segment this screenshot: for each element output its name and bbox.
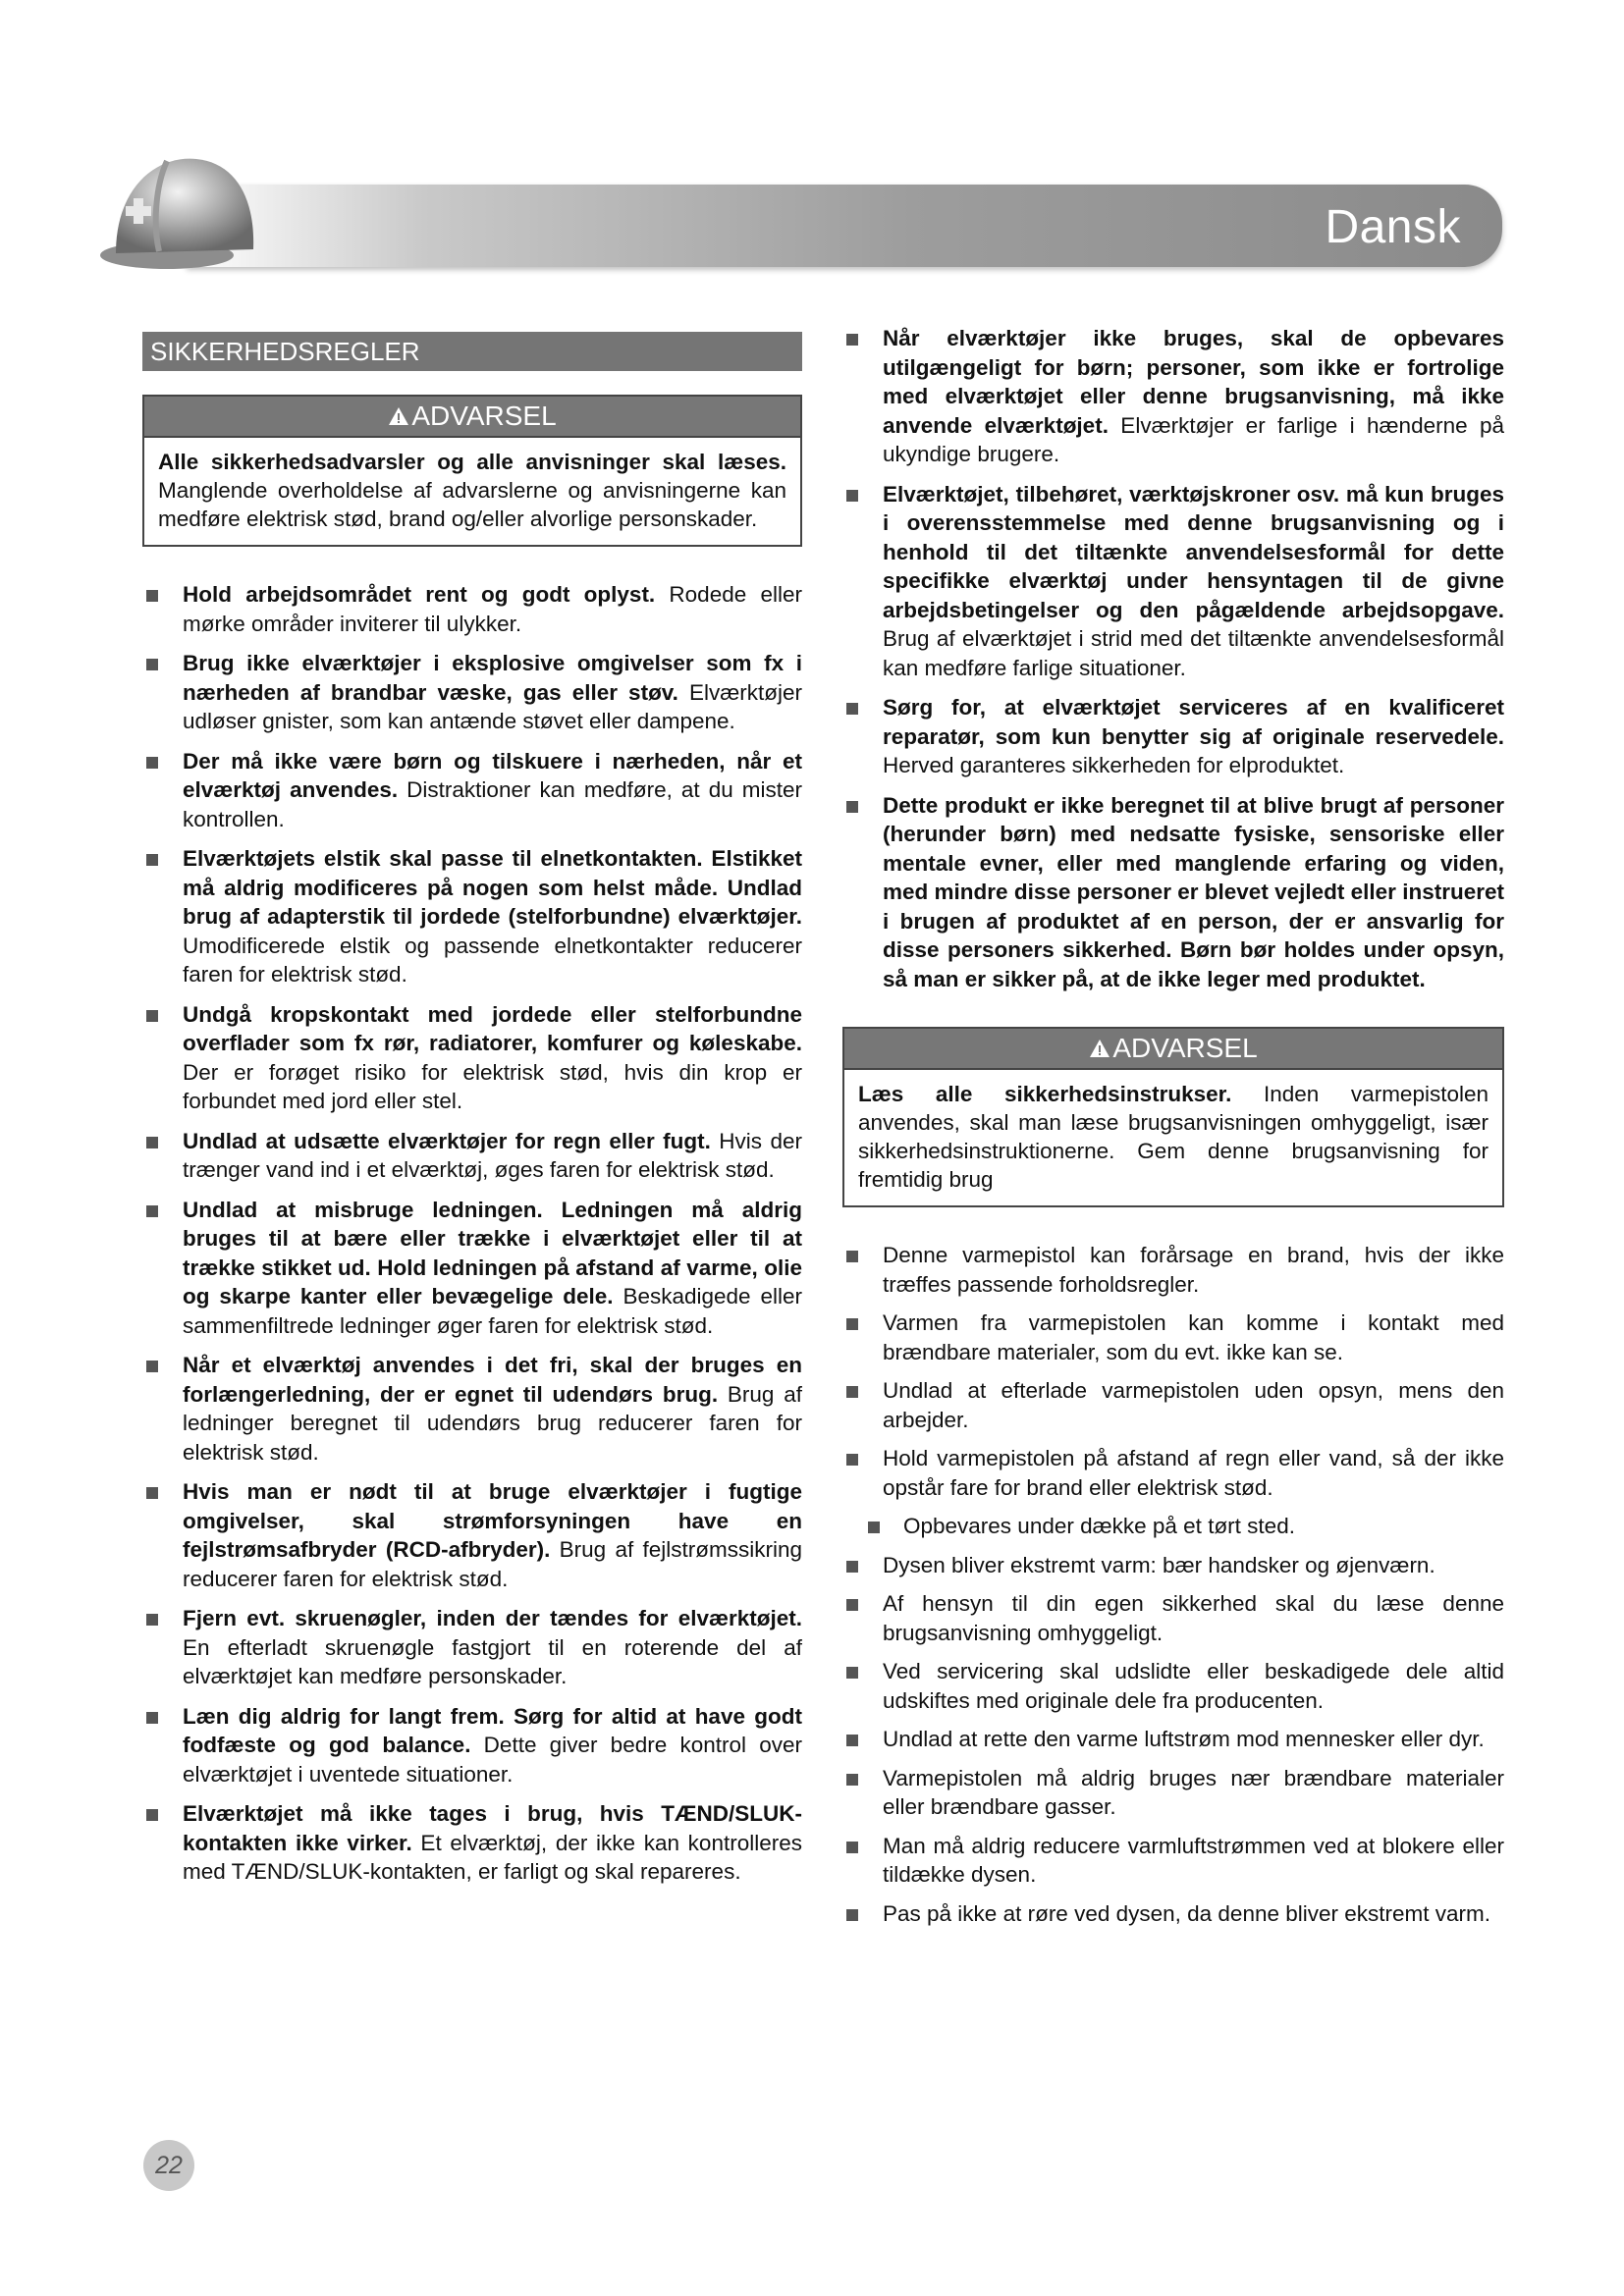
- rule-bold: Elværktøjet må ikke tages i brug, hvis TÆND/SLUK-kontakten ikke virker.: [183, 1801, 802, 1855]
- rule-bold: Elværktøjets elstik skal passe til elnetkontakten. Elstikket må aldrig modificeres på nogen som helst måde. Undlad brug af adapterstik til jordede (stelforbundne) elværktøjer.: [183, 846, 802, 929]
- warning-header: [144, 397, 800, 438]
- rule-text: Brug af ledninger beregnet til udendørs brug reducerer faren for elektrisk stød.: [183, 1381, 802, 1465]
- warning-bold: Alle sikkerhedsadvarsler og alle anvisninger skal læses.: [158, 450, 786, 474]
- rule-bold: Undlad at misbruge ledningen. Ledningen må aldrig bruges til at bære eller trække i elværktøjet eller til at trække stikket ud. Hold ledningen på afstand af varme, olie og skarpe kanter eller bevægelige dele.: [183, 1197, 802, 1308]
- bullet-icon: [146, 1137, 158, 1148]
- left-rules-list: [142, 580, 802, 1887]
- warning-box: [142, 395, 802, 547]
- page-header: [98, 147, 1502, 270]
- bullet-icon: [846, 1561, 858, 1573]
- rule-bold: Når elværktøjer ikke bruges, skal de opbevares utilgængeligt for børn; personer, som ikke er fortrolige med elværktøjet eller denne brugsanvisning, må ikke anvende elværktøjet.: [883, 326, 1504, 438]
- rule-bold: Brug ikke elværktøjer i eksplosive omgivelser som fx i nærheden af brandbar væske, gas eller støv.: [183, 651, 802, 705]
- rule-text: Distraktioner kan medføre, at du mister kontrollen.: [183, 777, 803, 831]
- bullet-icon: [846, 703, 858, 715]
- list-item: [842, 1512, 1504, 1541]
- bullet-icon: [846, 1909, 858, 1921]
- list-item: [142, 1000, 802, 1116]
- rule-text: Et elværktøj, der ikke kan kontrolleres med TÆND/SLUK-kontakten, er farligt og skal repareres.: [183, 1830, 802, 1884]
- rule-text: Hvis der trænger vand ind i et elværktøj, øges faren for elektrisk stød.: [183, 1128, 802, 1182]
- note-text: Undlad at rette den varme luftstrøm mod mennesker eller dyr.: [883, 1727, 1485, 1751]
- list-item: [842, 1899, 1504, 1929]
- rule-text: Beskadigede eller sammenfiltrede ledninger øger faren for elektrisk stød.: [183, 1284, 802, 1338]
- bullet-icon: [846, 334, 858, 346]
- bullet-icon: [146, 1712, 158, 1724]
- rule-bold: Undgå kropskontakt med jordede eller stelforbundne overflader som fx rør, radiatorer, komfurer og køleskabe.: [183, 1001, 802, 1055]
- list-item: [142, 1799, 802, 1887]
- warning-text: Inden varmepistolen anvendes, skal man læse brugsanvisningen omhyggeligt, især sikkerhedsinstruktionerne. Gem denne brugsanvisning for fremtidig brug: [858, 1082, 1489, 1192]
- rule-bold: Hvis man er nødt til at bruge elværktøjer i fugtige omgivelser, skal strømforsyningen have en fejlstrømsafbryder (RCD-afbryder).: [183, 1479, 802, 1562]
- note-text: Denne varmepistol kan forårsage en brand, hvis der ikke træffes passende forholdsregler.: [883, 1243, 1504, 1297]
- list-item: [842, 693, 1504, 780]
- rule-text: Rodede eller mørke områder inviterer til ulykker.: [183, 582, 802, 636]
- list-item: [142, 1604, 802, 1691]
- warning-text: Manglende overholdelse af advarslerne og anvisningerne kan medføre elektrisk stød, brand og/eller alvorlige personskader.: [158, 478, 786, 531]
- note-text: Hold varmepistolen på afstand af regn eller vand, så der ikke opstår fare for brand eller elektrisk stød.: [883, 1446, 1504, 1500]
- rule-bold: Elværktøjet, tilbehøret, værktøjskroner osv. må kun bruges i overensstemmelse med denne brugsanvisning og i henhold til det tiltænkte anvendelsesformål for dette specifikke elværktøj under hensyntagen til de givne arbejdsbetingelser og den pågældende arbejdsopgave.: [883, 481, 1504, 622]
- list-item: [842, 791, 1504, 994]
- rule-text: Umodificerede elstik og passende elnetkontakter reducerer faren for elektrisk stød.: [183, 933, 802, 987]
- bullet-icon: [846, 1251, 858, 1262]
- list-item: [142, 747, 802, 834]
- list-item: [842, 1551, 1504, 1580]
- list-item: [842, 1376, 1504, 1434]
- bullet-icon: [146, 1614, 158, 1626]
- bullet-icon: [846, 1318, 858, 1330]
- warning-triangle-icon: [388, 405, 409, 427]
- bullet-icon: [868, 1522, 880, 1533]
- list-item: [842, 1241, 1504, 1299]
- rule-bold: Undlad at udsætte elværktøjer for regn eller fugt.: [183, 1128, 711, 1153]
- rule-text: En efterladt skruenøgle fastgjort til en roterende del af elværktøjet kan medføre personskader.: [183, 1634, 802, 1688]
- note-text: Undlad at efterlade varmepistolen uden opsyn, mens den arbejder.: [883, 1378, 1504, 1432]
- list-item: [842, 1832, 1504, 1890]
- bullet-icon: [846, 1842, 858, 1853]
- bullet-icon: [846, 1454, 858, 1466]
- list-item: [842, 1444, 1504, 1502]
- bullet-icon: [146, 757, 158, 769]
- page-number: 22: [143, 2140, 194, 2191]
- bullet-icon: [146, 1361, 158, 1372]
- list-item: [142, 1127, 802, 1185]
- right-rules-list: [842, 324, 1504, 993]
- bullet-icon: [846, 1599, 858, 1611]
- bullet-icon: [846, 801, 858, 813]
- warning-triangle-icon: [1089, 1038, 1110, 1059]
- list-item: [142, 1477, 802, 1593]
- rule-bold: Fjern evt. skruenøgler, inden der tændes for elværktøjet.: [183, 1606, 802, 1630]
- bullet-icon: [846, 490, 858, 502]
- note-text: Pas på ikke at røre ved dysen, da denne bliver ekstremt varm.: [883, 1900, 1491, 1926]
- list-item: [142, 649, 802, 736]
- bullet-icon: [846, 1774, 858, 1786]
- warning-title: ADVARSEL: [1112, 1033, 1258, 1063]
- warning-box: [842, 1027, 1504, 1207]
- note-text: Man må aldrig reducere varmluftstrømmen ved at blokere eller tildække dysen.: [883, 1833, 1504, 1887]
- note-text: Varmepistolen må aldrig bruges nær brændbare materialer eller brændbare gasser.: [883, 1765, 1504, 1819]
- rule-bold: Dette produkt er ikke beregnet til at blive brugt af personer (herunder børn) med nedsatte fysiske, sensoriske eller mentale evner, eller med manglende erfaring og viden, med mindre disse personer er blevet vejledt eller instrueret i brugen af produktet af en person, der er ansvarlig for disse personers sikkerhed. Børn bør holdes under opsyn, så man er sikker på, at de ikke leger med produktet.: [883, 792, 1504, 991]
- list-item: [842, 1764, 1504, 1822]
- list-item: [142, 1351, 802, 1467]
- bullet-icon: [846, 1386, 858, 1398]
- rule-bold: Læn dig aldrig for langt frem. Sørg for altid at have godt fodfæste og god balance.: [183, 1703, 802, 1757]
- bullet-icon: [146, 1010, 158, 1022]
- rule-bold: Når et elværktøj anvendes i det fri, skal der bruges en forlængerledning, der er egnet til udendørs brug.: [183, 1353, 802, 1407]
- header-band: [187, 185, 1502, 267]
- list-item: [842, 1308, 1504, 1366]
- note-text: Af hensyn til din egen sikkerhed skal du læse denne brugsanvisning omhyggeligt.: [883, 1591, 1504, 1645]
- bullet-icon: [146, 1205, 158, 1217]
- note-text: Opbevares under dække på et tørt sted.: [903, 1514, 1295, 1538]
- language-title: Dansk: [1325, 201, 1461, 253]
- list-item: [842, 1657, 1504, 1715]
- warning-body: [144, 438, 800, 545]
- list-item: [842, 324, 1504, 469]
- bullet-icon: [146, 1809, 158, 1821]
- warning-body: [844, 1070, 1502, 1205]
- note-text: Ved servicering skal udslidte eller beskadigede dele altid udskiftes med originale dele fra producenten.: [883, 1659, 1504, 1713]
- rule-bold: Der må ikke være børn og tilskuere i nærheden, når et elværktøj anvendes.: [183, 748, 802, 802]
- bullet-icon: [846, 1667, 858, 1679]
- rule-text: Der er forøget risiko for elektrisk stød, hvis din krop er forbundet med jord eller stel.: [183, 1059, 802, 1113]
- list-item: [842, 480, 1504, 683]
- bullet-icon: [146, 854, 158, 866]
- warning-title: ADVARSEL: [411, 400, 557, 431]
- rule-text: Dette giver bedre kontrol over elværktøjet i uventede situationer.: [183, 1733, 802, 1787]
- bullet-icon: [846, 1735, 858, 1746]
- rule-text: Elværktøjer er farlige i hænderne på ukyndige brugere.: [883, 412, 1505, 466]
- list-item: [142, 580, 802, 638]
- rule-text: Brug af elværktøjet i strid med det tiltænkte anvendelsesformål kan medføre farlige situationer.: [883, 626, 1504, 680]
- list-item: [142, 1702, 802, 1789]
- rule-text: Herved garanteres sikkerheden for elproduktet.: [883, 753, 1345, 777]
- right-column: [842, 324, 1504, 1938]
- bullet-icon: [146, 1487, 158, 1499]
- rule-bold: Hold arbejdsområdet rent og godt oplyst.: [183, 582, 656, 607]
- section-title: SIKKERHEDSREGLER: [142, 332, 802, 371]
- list-item: [842, 1725, 1504, 1754]
- note-text: Varmen fra varmepistolen kan komme i kontakt med brændbare materialer, som du evt. ikke kan se.: [883, 1310, 1504, 1364]
- warning-bold: Læs alle sikkerhedsinstrukser.: [858, 1082, 1232, 1106]
- rule-text: Brug af fejlstrømssikring reducerer faren for elektrisk stød.: [183, 1537, 802, 1591]
- note-text: Dysen bliver ekstremt varm: bær handsker og øjenværn.: [883, 1552, 1435, 1577]
- bullet-icon: [146, 659, 158, 670]
- rule-bold: Sørg for, at elværktøjet serviceres af en kvalificeret reparatør, som kun benytter sig af originale reservedele.: [883, 695, 1504, 749]
- rule-text: Elværktøjer udløser gnister, som kan antænde støvet eller dampene.: [183, 679, 802, 733]
- list-item: [842, 1589, 1504, 1647]
- right-notes-list: [842, 1241, 1504, 1928]
- hard-hat-icon: [98, 147, 270, 275]
- bullet-icon: [146, 590, 158, 602]
- list-item: [142, 844, 802, 989]
- list-item: [142, 1196, 802, 1341]
- warning-header: [844, 1029, 1502, 1070]
- left-column: [142, 324, 802, 1897]
